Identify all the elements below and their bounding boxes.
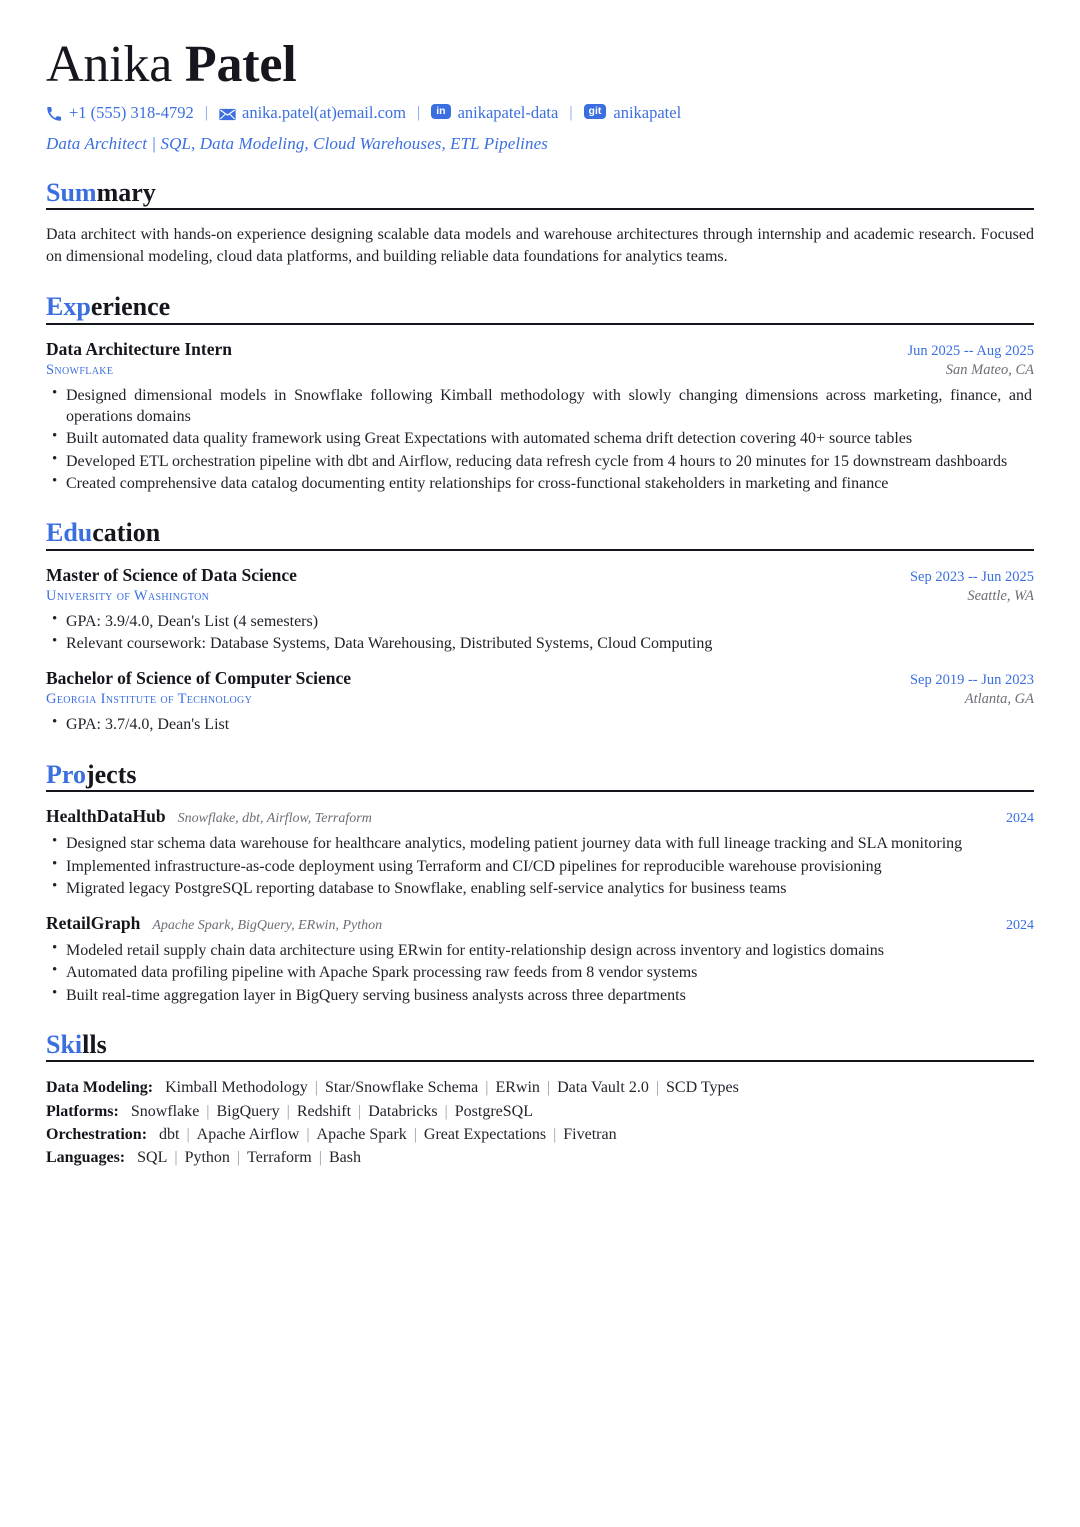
skill-separator: | — [444, 1102, 448, 1120]
contact-separator-3: | — [569, 103, 573, 121]
skill-item: Fivetran — [563, 1125, 617, 1143]
contact-linkedin[interactable] — [431, 103, 558, 123]
linkedin-handle: anikapatel-data — [457, 102, 559, 122]
skill-separator: | — [358, 1102, 362, 1120]
git-icon: git — [584, 104, 607, 119]
education-entry-subheader — [46, 586, 1034, 605]
project-name: HealthDataHub — [46, 806, 166, 827]
company-name: Snowflake — [46, 361, 114, 378]
project-bullet-list — [46, 940, 1034, 1006]
skill-category: Platforms: — [46, 1102, 119, 1120]
list-item: • Designed dimensional models in Snowflake following Kimball methodology with slowly changing dimensions across marketing, finance, and operations domains — [46, 385, 1034, 428]
school-location: Atlanta, GA — [964, 691, 1034, 708]
last-name: Patel — [184, 36, 297, 93]
list-item: • Implemented infrastructure-as-code deployment using Terraform and CI/CD pipelines for reproducible warehouse provisioning — [46, 856, 1034, 877]
page-title — [46, 38, 1034, 93]
skill-row — [46, 1100, 1034, 1123]
phone-number: +1 (555) 318-4792 — [69, 102, 194, 122]
skill-separator: | — [413, 1125, 417, 1143]
section-title-rest: lls — [82, 1029, 107, 1059]
school-name: University of Washington — [46, 587, 210, 604]
project-entry — [46, 913, 1034, 1006]
section-projects — [46, 761, 1034, 1006]
contact-separator-2: | — [417, 103, 421, 121]
envelope-icon — [219, 106, 235, 122]
skill-item: Star/Snowflake Schema — [324, 1079, 479, 1097]
section-title-highlight: Pro — [46, 759, 86, 789]
job-dates: Jun 2025 -- Aug 2025 — [907, 342, 1034, 359]
section-title-rest: jects — [85, 759, 137, 789]
contact-line — [46, 103, 1034, 123]
tagline: Data Architect | SQL, Data Modeling, Cloud Warehouses, ETL Pipelines — [46, 133, 548, 153]
skill-separator: | — [485, 1079, 489, 1097]
list-item: • Modeled retail supply chain data architecture using ERwin for entity-relationship design across inventory and logistics domains — [46, 940, 1034, 961]
section-title-skills — [46, 1031, 1034, 1063]
list-item: • Migrated legacy PostgreSQL reporting database to Snowflake, enabling self-service analytics for business teams — [46, 878, 1034, 899]
experience-entry-header — [46, 339, 1034, 360]
list-item: • Designed star schema data warehouse for healthcare analytics, modeling patient journey data with full lineage tracking and SLA monitoring — [46, 833, 1034, 854]
skill-item: dbt — [159, 1125, 180, 1143]
skill-item: Bash — [328, 1149, 361, 1166]
section-title-experience — [46, 293, 1034, 325]
section-title-rest: cation — [92, 518, 161, 548]
project-entry — [46, 806, 1034, 899]
skill-item: Apache Airflow — [196, 1125, 300, 1143]
resume-header — [46, 38, 1034, 154]
section-title-projects — [46, 761, 1034, 793]
skill-item: Redshift — [296, 1102, 352, 1120]
degree-dates: Sep 2019 -- Jun 2023 — [909, 672, 1034, 689]
education-entry — [46, 565, 1034, 655]
school-location: Seattle, WA — [967, 587, 1034, 604]
project-year: 2024 — [1006, 918, 1034, 934]
skill-separator: | — [306, 1125, 310, 1143]
skill-separator: | — [174, 1149, 178, 1166]
skill-item: Apache Spark — [316, 1125, 407, 1143]
skill-item: Databricks — [368, 1102, 438, 1120]
summary-text-block — [46, 224, 1034, 268]
skill-item: Python — [184, 1149, 230, 1166]
section-title-rest: erience — [90, 292, 171, 322]
list-item: • GPA: 3.7/4.0, Dean's List — [46, 714, 1034, 735]
skill-item: Data Vault 2.0 — [557, 1079, 649, 1097]
section-title-rest: mary — [96, 177, 156, 207]
section-education — [46, 519, 1034, 735]
skill-values — [129, 1149, 361, 1166]
section-title-highlight: Exp — [46, 292, 91, 322]
project-year: 2024 — [1006, 811, 1034, 827]
skill-separator: | — [546, 1079, 551, 1097]
list-item: • GPA: 3.9/4.0, Dean's List (4 semesters) — [46, 611, 1034, 632]
project-heading-group — [46, 913, 382, 934]
list-item: • Created comprehensive data catalog documenting entity relationships for cross-functional stakeholders in marketing and finance — [46, 473, 1034, 494]
skill-item: Terraform — [247, 1149, 312, 1166]
github-handle: anikapatel — [613, 102, 682, 122]
section-title-summary — [46, 179, 1034, 211]
skill-item: PostgreSQL — [454, 1102, 533, 1120]
project-bullet-list — [46, 833, 1034, 899]
degree-title: Bachelor of Science of Computer Science — [46, 668, 352, 689]
summary-text: Data architect with hands-on experience designing scalable data models and warehouse architectures through internship and academic research. Focused on dimensional modeling, cloud data platforms, and building reliable data foundations for analytics teams. — [46, 226, 1034, 266]
list-item: • Relevant coursework: Database Systems, Data Warehousing, Distributed Systems, Cloud Computing — [46, 633, 1034, 654]
list-item: • Automated data profiling pipeline with Apache Spark processing raw feeds from 8 vendor systems — [46, 962, 1034, 983]
project-entry-header — [46, 913, 1034, 934]
contact-github[interactable] — [584, 103, 682, 123]
skill-values — [151, 1126, 617, 1143]
skill-separator: | — [314, 1079, 318, 1097]
education-entry-header — [46, 565, 1034, 586]
contact-phone[interactable] — [46, 103, 194, 123]
project-tech-stack: Apache Spark, BigQuery, ERwin, Python — [152, 918, 383, 934]
skill-separator: | — [318, 1149, 322, 1166]
skill-separator: | — [655, 1079, 660, 1097]
education-entry-subheader — [46, 689, 1034, 708]
skill-separator: | — [236, 1149, 241, 1166]
section-experience — [46, 293, 1034, 494]
skill-separator: | — [553, 1125, 557, 1143]
project-entry-header — [46, 806, 1034, 827]
linkedin-icon: in — [431, 104, 450, 119]
skill-category: Languages: — [46, 1149, 126, 1166]
contact-email[interactable] — [219, 103, 406, 123]
skill-item: Great Expectations — [423, 1125, 547, 1143]
skill-separator: | — [186, 1125, 190, 1143]
skill-item: Kimball Methodology — [165, 1079, 308, 1097]
skill-category: Data Modeling: — [46, 1079, 154, 1097]
skill-category: Orchestration: — [46, 1125, 148, 1143]
skill-values — [157, 1079, 739, 1096]
skill-item: Snowflake — [130, 1102, 200, 1120]
education-entry-header — [46, 668, 1034, 689]
section-title-highlight: Edu — [46, 518, 93, 548]
project-tech-stack: Snowflake, dbt, Airflow, Terraform — [177, 811, 372, 827]
section-title-education — [46, 519, 1034, 551]
list-item: • Built real-time aggregation layer in BigQuery serving business analysts across three departments — [46, 985, 1034, 1006]
school-name: Georgia Institute of Technology — [46, 691, 253, 708]
job-title: Data Architecture Intern — [46, 338, 232, 359]
project-heading-group — [46, 806, 372, 827]
skill-values — [123, 1103, 533, 1120]
education-entry — [46, 668, 1034, 735]
section-title-highlight: Ski — [46, 1029, 83, 1059]
skill-separator: | — [206, 1102, 210, 1120]
education-bullet-list — [46, 611, 1034, 655]
skill-item: SCD Types — [666, 1079, 739, 1097]
skill-row — [46, 1123, 1034, 1146]
section-title-highlight: Sum — [46, 177, 97, 207]
email-address: anika.patel(at)email.com — [242, 102, 407, 122]
first-name: Anika — [46, 36, 173, 93]
section-summary — [46, 179, 1034, 269]
skill-row — [46, 1146, 1034, 1169]
contact-separator-1: | — [204, 103, 208, 121]
skill-row — [46, 1076, 1034, 1099]
experience-bullet-list — [46, 385, 1034, 494]
degree-dates: Sep 2023 -- Jun 2025 — [909, 568, 1034, 585]
project-name: RetailGraph — [46, 913, 141, 934]
phone-icon — [46, 106, 62, 122]
experience-entry — [46, 339, 1034, 494]
job-location: San Mateo, CA — [945, 361, 1034, 378]
skills-list — [46, 1076, 1034, 1169]
skill-separator: | — [286, 1102, 290, 1120]
skill-item: ERwin — [495, 1079, 540, 1097]
skill-item: BigQuery — [216, 1102, 280, 1120]
list-item: • Developed ETL orchestration pipeline with dbt and Airflow, reducing data refresh cycle from 4 hours to 20 minutes for 15 downstream dashboards — [46, 451, 1034, 472]
degree-title: Master of Science of Data Science — [46, 564, 297, 585]
section-skills — [46, 1031, 1034, 1169]
experience-entry-subheader — [46, 360, 1034, 379]
skill-item: SQL — [137, 1149, 168, 1166]
education-bullet-list — [46, 714, 1034, 735]
list-item: • Built automated data quality framework using Great Expectations with automated schema drift detection covering 40+ source tables — [46, 428, 1034, 449]
